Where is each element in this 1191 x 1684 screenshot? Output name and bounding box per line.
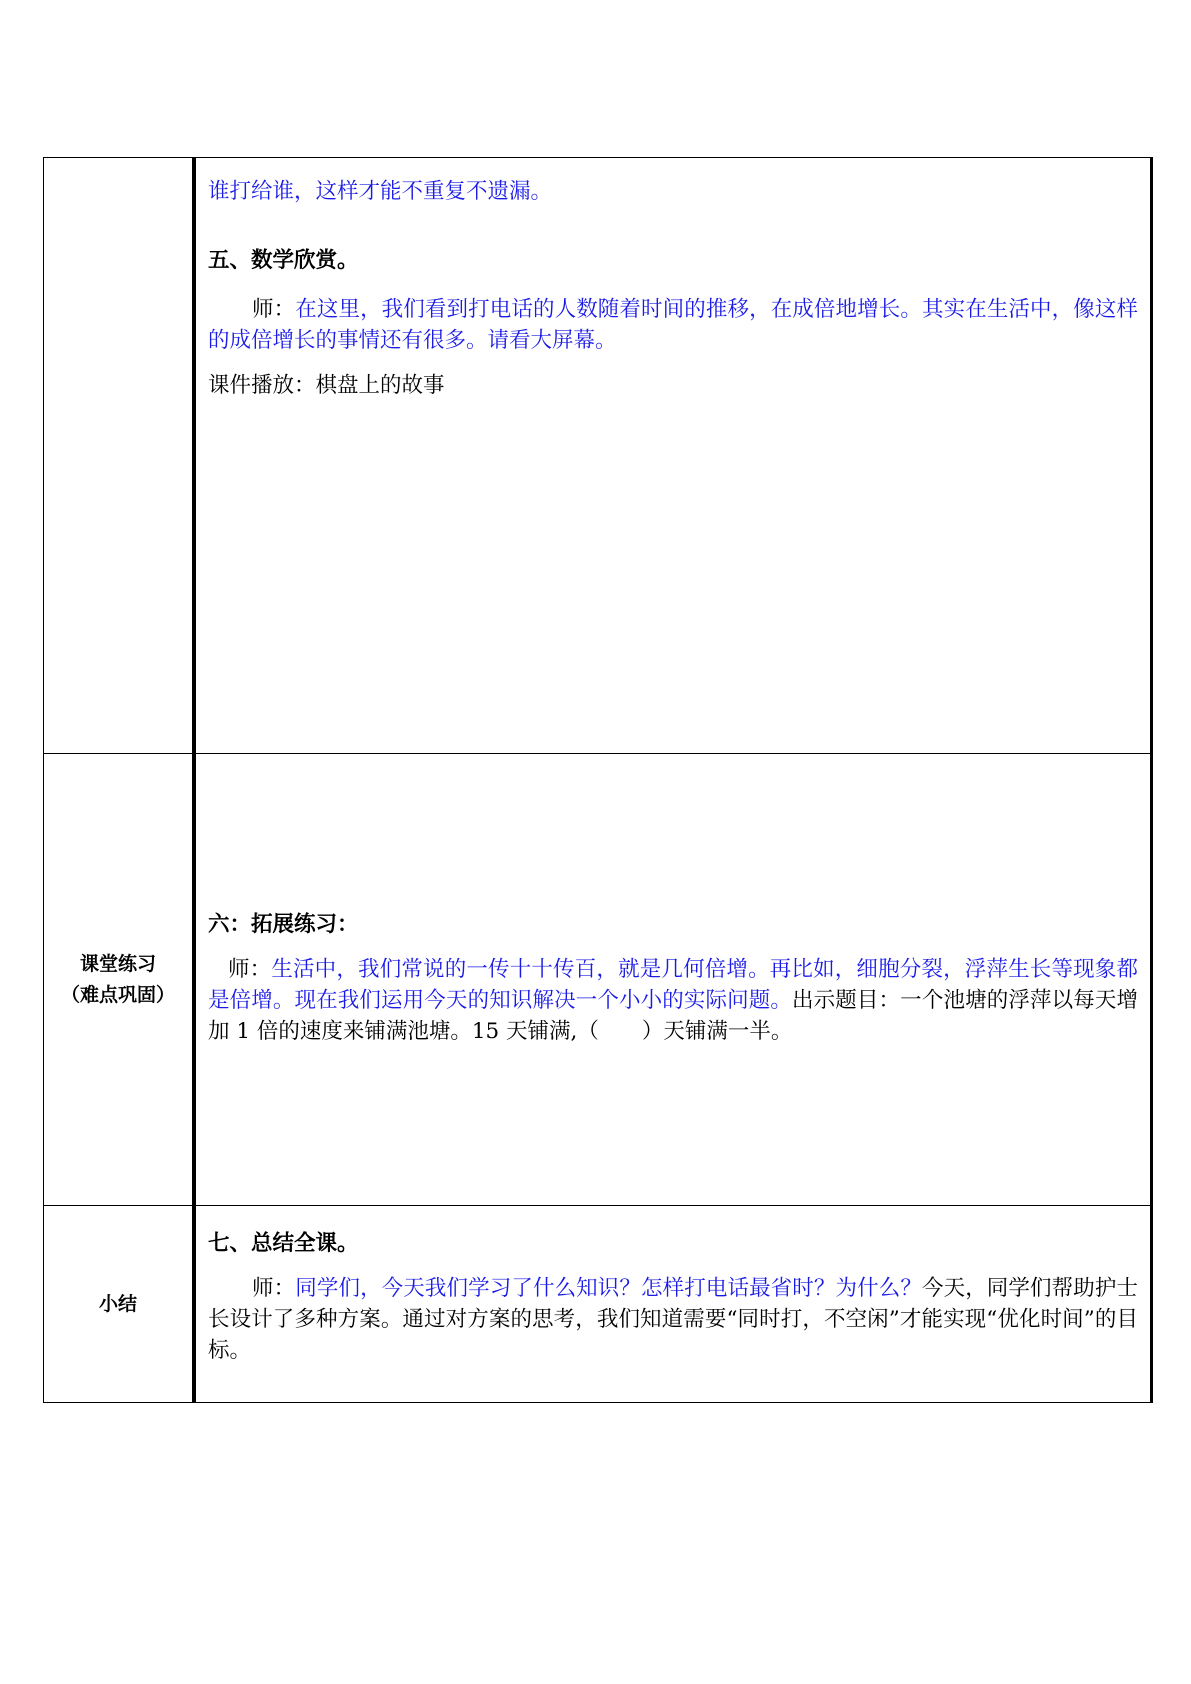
teacher-speech: 在这里，我们看到打电话的人数随着时间的推移，在成倍地增长。其实在生活中，像这样的成倍增长的事情还有很多。请看大屏幕。 bbox=[208, 297, 1138, 353]
teacher-paragraph bbox=[208, 954, 1138, 1047]
lesson-plan-table bbox=[43, 157, 1153, 1403]
row-label-cell bbox=[44, 754, 195, 1206]
content-cell bbox=[194, 158, 1152, 754]
row-label-line: 课堂练习 bbox=[79, 953, 156, 975]
row-label-cell bbox=[44, 1206, 195, 1403]
speaker-label: 师： bbox=[228, 957, 272, 982]
speaker-label: 师： bbox=[252, 1276, 296, 1301]
speaker-label: 师： bbox=[252, 297, 296, 322]
row-label-line: 小结 bbox=[98, 1293, 137, 1315]
table-row bbox=[44, 754, 1152, 1206]
teacher-paragraph bbox=[208, 1273, 1138, 1366]
teacher-paragraph bbox=[208, 294, 1138, 356]
content-cell bbox=[194, 754, 1152, 1206]
table-row bbox=[44, 1206, 1152, 1403]
row-label-line: （难点巩固） bbox=[60, 984, 175, 1006]
content-cell bbox=[194, 1206, 1152, 1403]
section-heading: 五、数学欣赏。 bbox=[208, 248, 359, 273]
row-label-cell-empty bbox=[44, 158, 195, 754]
table-row bbox=[44, 158, 1152, 754]
section-heading: 六：拓展练习： bbox=[208, 912, 359, 937]
summary-text: 今天，同学们帮助护士长设计了多种方案。通过对方案的思考，我们知道需要“同时打，不空闲”才能实现“优化时间”的目标。 bbox=[208, 1276, 1138, 1363]
courseware-note: 课件播放：棋盘上的故事 bbox=[208, 373, 445, 398]
teacher-speech: 生活中，我们常说的一传十十传百，就是几何倍增。再比如，细胞分裂，浮萍生长等现象都是倍增。现在我们运用今天的知识解决一个小小的实际问题。 bbox=[208, 957, 1138, 1013]
teacher-speech: 同学们，今天我们学习了什么知识？怎样打电话最省时？为什么？ bbox=[295, 1276, 922, 1301]
exercise-prompt: 出示题目：一个池塘的浮萍以每天增加 1 倍的速度来铺满池塘。15 天铺满,（ ）天铺满一半。 bbox=[208, 988, 1138, 1044]
continuation-text: 谁打给谁，这样才能不重复不遗漏。 bbox=[208, 179, 553, 204]
section-heading: 七、总结全课。 bbox=[208, 1231, 359, 1256]
